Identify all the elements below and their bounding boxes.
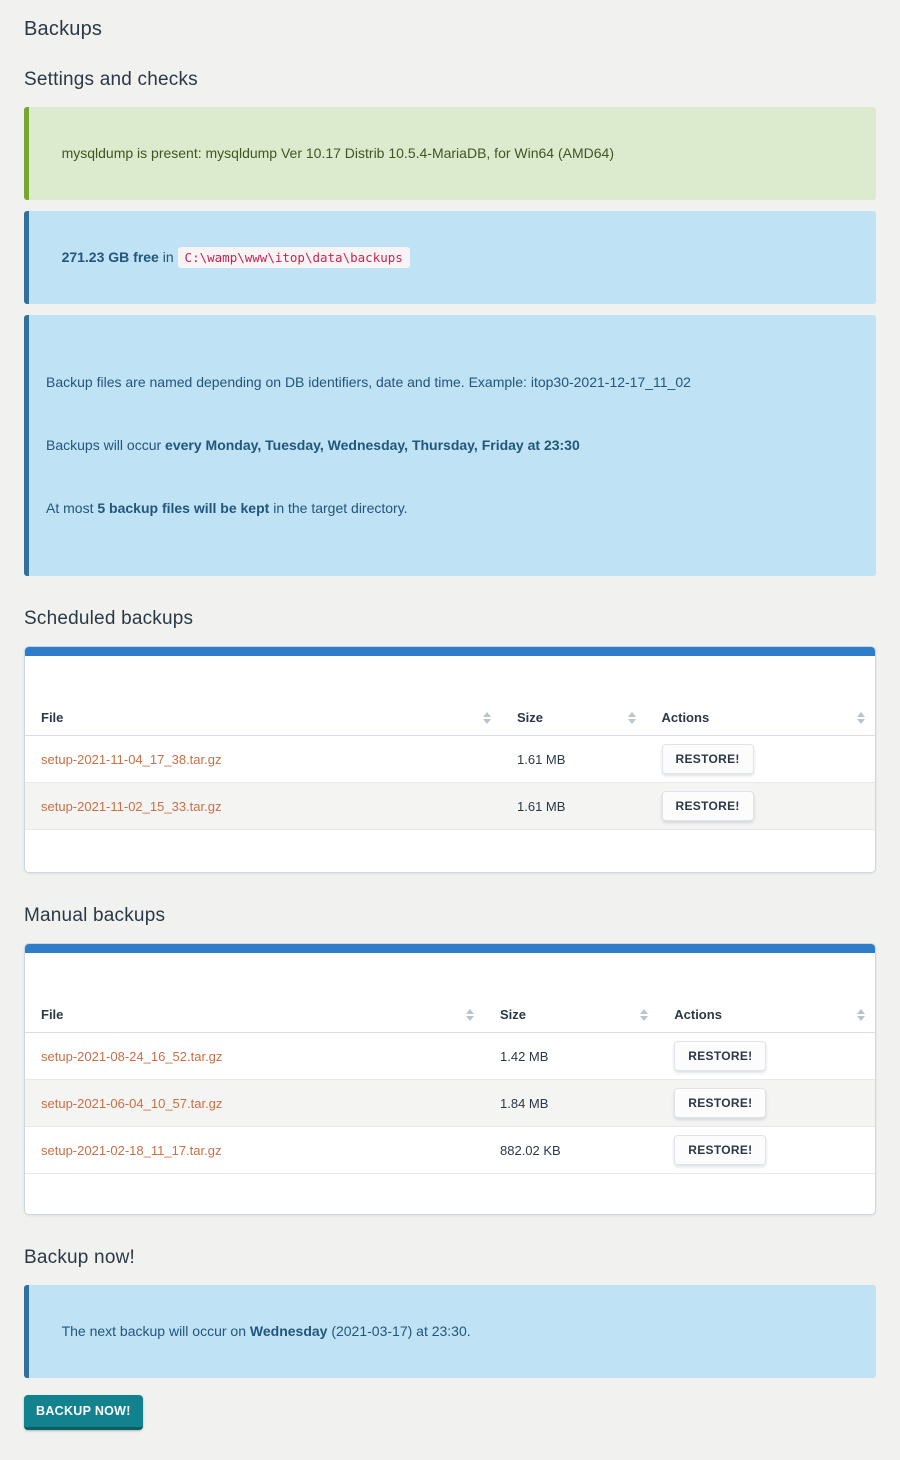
scheduled-backups-card bbox=[24, 646, 876, 873]
next-backup-day: Wednesday bbox=[249, 1323, 328, 1339]
backup-directory-path: C:\wamp\www\itop\data\backups bbox=[178, 247, 410, 268]
table-row bbox=[25, 1080, 875, 1127]
sort-icon[interactable] bbox=[628, 712, 636, 724]
column-header-file[interactable]: File bbox=[25, 700, 501, 735]
card-accent-bar bbox=[25, 647, 875, 656]
section-title-settings: Settings and checks bbox=[24, 69, 198, 90]
section-title-scheduled-backups: Scheduled backups bbox=[24, 608, 194, 629]
table-row bbox=[25, 783, 875, 830]
file-cell bbox=[25, 791, 501, 822]
free-space-in-label: in bbox=[158, 249, 178, 265]
table-body bbox=[25, 736, 875, 830]
table-header-row bbox=[25, 997, 875, 1033]
restore-button[interactable]: RESTORE! bbox=[674, 1088, 766, 1118]
scheduled-backups-table bbox=[25, 700, 875, 830]
manual-backups-table bbox=[25, 997, 875, 1174]
size-cell: 1.61 MB bbox=[517, 798, 566, 814]
column-header-file[interactable]: File bbox=[25, 997, 484, 1032]
file-cell bbox=[25, 1088, 484, 1119]
restore-button[interactable]: RESTORE! bbox=[662, 744, 754, 774]
table-row bbox=[25, 1033, 875, 1080]
actions-cell bbox=[658, 1127, 875, 1173]
backup-info-alert bbox=[24, 315, 876, 576]
table-body bbox=[25, 1033, 875, 1174]
backup-file-link[interactable]: setup-2021-08-24_16_52.tar.gz bbox=[41, 1048, 223, 1064]
backup-schedule-line: Backups will occur every Monday, Tuesday, Wednesday, Thursday, Friday at 23:30 bbox=[46, 437, 580, 453]
column-header-size[interactable]: Size bbox=[501, 700, 646, 735]
card-footer bbox=[25, 1174, 875, 1214]
size-cell: 1.84 MB bbox=[500, 1095, 549, 1111]
card-footer bbox=[25, 830, 875, 872]
table-row bbox=[25, 736, 875, 783]
restore-button[interactable]: RESTORE! bbox=[662, 791, 754, 821]
file-cell bbox=[25, 1041, 484, 1072]
backup-file-link[interactable]: setup-2021-02-18_11_17.tar.gz bbox=[41, 1142, 222, 1158]
section-title-manual-backups: Manual backups bbox=[24, 905, 166, 926]
free-space-value: 271.23 GB free bbox=[61, 249, 159, 265]
sort-icon[interactable] bbox=[466, 1009, 474, 1021]
disk-space-alert bbox=[24, 211, 876, 304]
column-header-actions[interactable]: Actions bbox=[646, 700, 876, 735]
card-toolbar bbox=[25, 953, 875, 997]
mysqldump-status-text: mysqldump is present: mysqldump Ver 10.17 Distrib 10.5.4-MariaDB, for Win64 (AMD64) bbox=[61, 145, 614, 161]
table-row bbox=[25, 1127, 875, 1174]
restore-button[interactable]: RESTORE! bbox=[674, 1135, 766, 1165]
file-cell bbox=[25, 1135, 484, 1166]
actions-cell bbox=[646, 736, 876, 782]
size-cell: 1.61 MB bbox=[517, 751, 566, 767]
sort-icon[interactable] bbox=[857, 1009, 865, 1021]
sort-icon[interactable] bbox=[483, 712, 491, 724]
backup-now-button[interactable]: BACKUP NOW! bbox=[24, 1395, 143, 1430]
size-cell: 1.42 MB bbox=[500, 1048, 549, 1064]
restore-button[interactable]: RESTORE! bbox=[674, 1041, 766, 1071]
table-header-row bbox=[25, 700, 875, 736]
manual-backups-card bbox=[24, 943, 876, 1215]
backup-retention-line: At most 5 backup files will be kept in the target directory. bbox=[46, 500, 408, 516]
size-cell: 882.02 KB bbox=[500, 1142, 561, 1158]
page-title: Backups bbox=[24, 18, 103, 40]
actions-cell bbox=[646, 783, 876, 829]
mysqldump-status-alert bbox=[24, 107, 876, 200]
column-header-size[interactable]: Size bbox=[484, 997, 658, 1032]
file-cell bbox=[25, 744, 501, 775]
backup-naming-line: Backup files are named depending on DB identifiers, date and time. Example: itop30-2021-12-17_11_02 bbox=[46, 374, 691, 390]
sort-icon[interactable] bbox=[857, 712, 865, 724]
sort-icon[interactable] bbox=[640, 1009, 648, 1021]
card-toolbar bbox=[25, 656, 875, 700]
section-title-backup-now: Backup now! bbox=[24, 1247, 135, 1268]
backup-file-link[interactable]: setup-2021-11-04_17_38.tar.gz bbox=[41, 751, 222, 767]
card-accent-bar bbox=[25, 944, 875, 953]
backup-file-link[interactable]: setup-2021-06-04_10_57.tar.gz bbox=[41, 1095, 223, 1111]
actions-cell bbox=[658, 1080, 875, 1126]
actions-cell bbox=[658, 1033, 875, 1079]
backup-file-link[interactable]: setup-2021-11-02_15_33.tar.gz bbox=[41, 798, 222, 814]
next-backup-alert: The next backup will occur on Wednesday (2021-03-17) at 23:30. bbox=[24, 1285, 876, 1378]
column-header-actions[interactable]: Actions bbox=[658, 997, 875, 1032]
